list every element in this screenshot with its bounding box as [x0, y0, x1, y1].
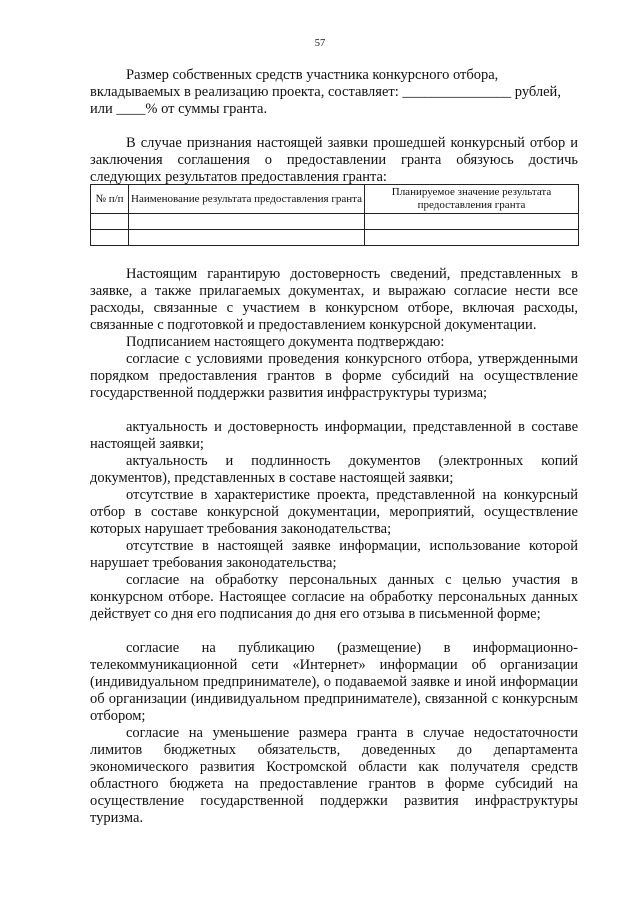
- table-cell: [129, 214, 365, 230]
- header-result-name: Наименование результата предоставления гранта: [129, 185, 365, 214]
- results-intro-paragraph: В случае признания настоящей заявки прошедшей конкурсный отбор и заключения соглашения о предоставлении гранта обязуюсь достичь следующих результатов предоставления гранта:: [90, 135, 578, 185]
- confirm-intro: Подписанием настоящего документа подтверждаю:: [126, 334, 445, 350]
- confirm-item: отсутствие в настоящей заявке информации, использование которой нарушает требования законодательства;: [90, 538, 578, 571]
- confirm-item: актуальность и подлинность документов (электронных копий документов), представленных в составе настоящей заявки;: [90, 453, 578, 486]
- table-cell: [129, 230, 365, 246]
- table-cell: [91, 214, 129, 230]
- confirm-item: отсутствие в характеристике проекта, представленной на конкурсный отбор в составе конкурсной документации, мероприятий, осуществление которых нарушает требования законодательства;: [90, 487, 578, 537]
- table-row: [91, 214, 579, 230]
- confirm-item: согласие с условиями проведения конкурсного отбора, утвержденными порядком предоставления грантов в форме субсидий на осуществление государственной поддержки развития инфраструктуры туризма;: [90, 351, 578, 401]
- results-table: [90, 184, 579, 246]
- table-row: [91, 230, 579, 246]
- funds-line-1: Размер собственных средств участника конкурсного отбора,: [126, 67, 499, 83]
- header-number: № п/п: [91, 185, 129, 214]
- table-cell: [365, 214, 579, 230]
- funds-line-3: или ____% от суммы гранта.: [90, 101, 268, 117]
- header-planned-value: Планируемое значение результата предоставления гранта: [365, 185, 579, 214]
- confirm-item: согласие на обработку персональных данных с целью участия в конкурсном отборе. Настоящее согласие на обработку персональных данных действует со дня его подписания до дня его отзыва в письменной форме;: [90, 572, 578, 622]
- funds-line-2: вкладываемых в реализацию проекта, составляет: _______________ рублей,: [90, 84, 561, 100]
- guarantee-paragraph: Настоящим гарантирую достоверность сведений, представленных в заявке, а также прилагаемых документах, и выражаю согласие нести все расходы, связанные с участием в конкурсном отборе, включая расходы, связанные с подготовкой и предоставлением конкурсной документации.: [90, 266, 578, 333]
- page-number: 57: [314, 38, 326, 49]
- table-cell: [91, 230, 129, 246]
- confirm-item: актуальность и достоверность информации, представленной в составе настоящей заявки;: [90, 419, 578, 452]
- results-table-header-row: [91, 185, 579, 214]
- confirm-item: согласие на уменьшение размера гранта в случае недостаточности лимитов бюджетных обязательств, доведенных до департамента экономического развития Костромской области как получателя средств областного бюджета на предоставление грантов в форме субсидий на осуществление государственной поддержки развития инфраструктуры туризма.: [90, 725, 578, 826]
- confirm-item: согласие на публикацию (размещение) в информационно-телекоммуникационной сети «Интернет» информации об организации (индивидуальном предпринимателе), о подаваемой заявке и иной информации об организации (индивидуальном предпринимателе), связанной с конкурсным отбором;: [90, 640, 578, 724]
- table-cell: [365, 230, 579, 246]
